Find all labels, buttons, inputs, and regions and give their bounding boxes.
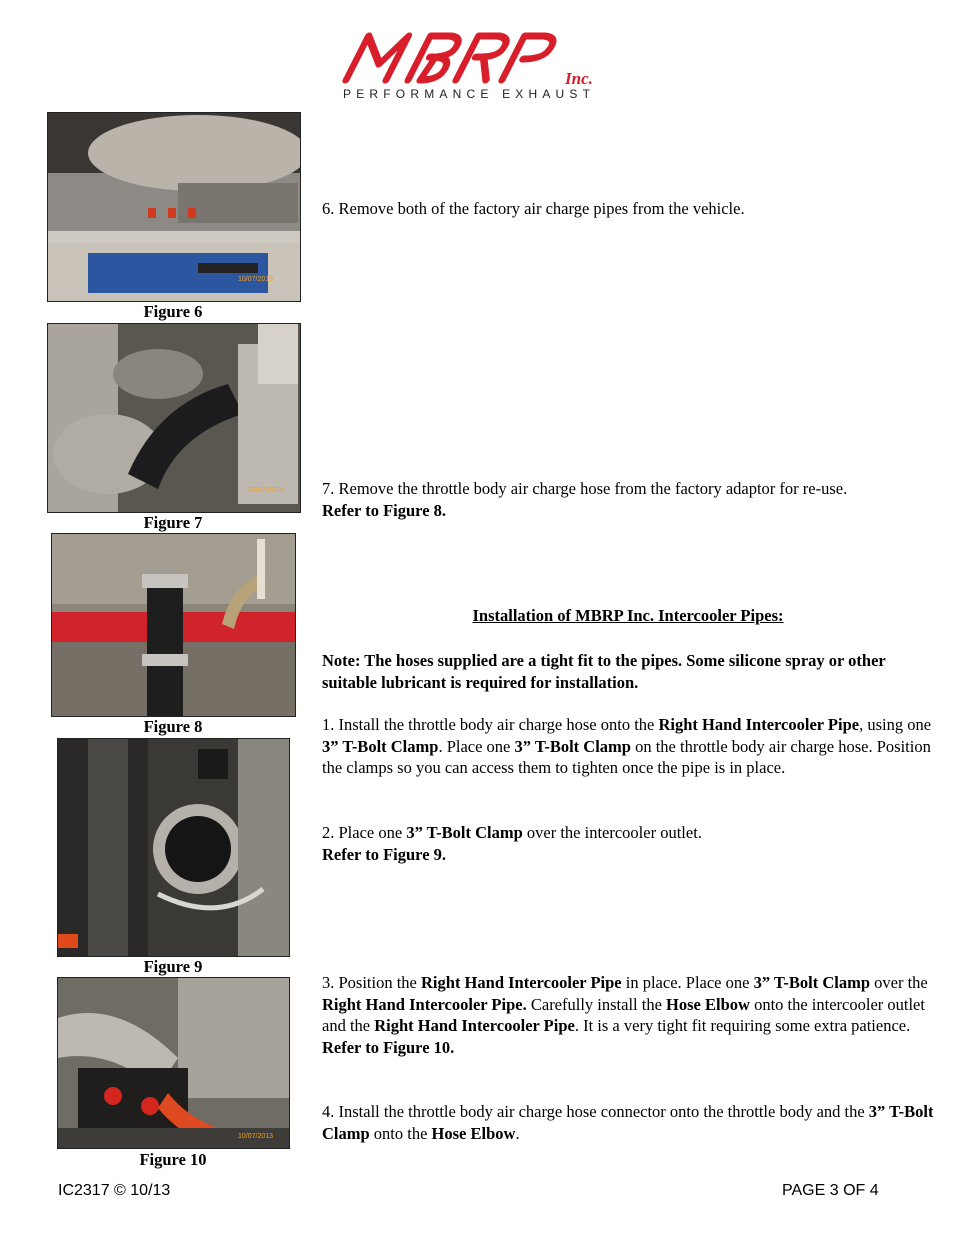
- install-step-1: [322, 714, 942, 779]
- step-1-bold-clamp-2: 3” T-Bolt Clamp: [514, 736, 631, 756]
- figure-6-datestamp: 10/07/2013: [238, 276, 274, 283]
- step-3-text: 3. Position the: [322, 973, 422, 992]
- step-4-bold-clamp: 3” T-Bolt Clamp: [322, 1102, 934, 1143]
- install-heading: Installation of MBRP Inc. Intercooler Pipes:: [472, 606, 784, 625]
- install-step-3: [322, 972, 942, 1059]
- step-6: 6. Remove both of the factory air charge pipes from the vehicle.: [322, 199, 745, 218]
- step-3-bold-pipe-2: Right Hand Intercooler Pipe.: [322, 994, 527, 1014]
- step-4-text-3: .: [515, 1123, 520, 1143]
- step-7: [322, 478, 942, 521]
- step-3-text-6: . It is a very tight fit requiring some extra patience.: [574, 1016, 911, 1036]
- logo-letter-m: [346, 36, 408, 80]
- step-1-bold-pipe: Right Hand Intercooler Pipe: [658, 715, 860, 734]
- step-2-bold-clamp: 3” T-Bolt Clamp: [406, 823, 523, 842]
- step-4-bold-elbow: Hose Elbow: [431, 1123, 516, 1143]
- step-3-bold-elbow: Hose Elbow: [666, 994, 750, 1014]
- step-3-text-4: Carefully install the: [526, 994, 667, 1014]
- step-3-text-2: in place. Place one: [621, 973, 754, 992]
- step-1-text-3: . Place one: [438, 736, 515, 756]
- install-step-2: [322, 822, 942, 865]
- figure-9-photo: [57, 738, 290, 957]
- footer-doc-id: IC2317 © 10/13: [58, 1182, 171, 1199]
- footer-page-number: PAGE 3 OF 4: [782, 1182, 879, 1199]
- mbrp-logo: [333, 28, 595, 106]
- figure-6-photo: [47, 112, 301, 302]
- step-2-text: 2. Place one: [322, 823, 407, 842]
- step-7-text: 7. Remove the throttle body air charge hose from the factory adaptor for re-use.: [322, 479, 848, 498]
- figure-10-datestamp: 10/07/2013: [238, 1133, 274, 1140]
- step-7-ref: Refer to Figure 8.: [322, 500, 447, 520]
- step-3-text-5: onto the intercooler outlet and the: [322, 994, 925, 1036]
- logo-tagline: PERFORMANCE EXHAUST: [343, 87, 596, 101]
- step-1-text: 1. Install the throttle body air charge hose onto the: [322, 715, 659, 734]
- step-3-bold-pipe-3: Right Hand Intercooler Pipe: [374, 1016, 575, 1036]
- figure-7-caption: Figure 7: [143, 513, 203, 532]
- step-1-text-4: on the throttle body air charge hose. Position the clamps so you can access them to tighten once the pipe is in place.: [322, 736, 931, 778]
- figure-10-photo: [57, 977, 290, 1149]
- step-2-ref: Refer to Figure 9.: [322, 844, 447, 864]
- mbrp-logo-mark: [333, 28, 595, 88]
- step-3-ref: Refer to Figure 10.: [322, 1038, 455, 1058]
- figure-10-caption: Figure 10: [139, 1150, 207, 1169]
- step-1-bold-clamp: 3” T-Bolt Clamp: [322, 736, 439, 756]
- step-3-bold-pipe: Right Hand Intercooler Pipe: [421, 973, 622, 992]
- step-4-text-2: onto the: [369, 1123, 432, 1143]
- step-1-text-2: , using one: [859, 715, 932, 734]
- figure-7-datestamp: 10/07/2013: [248, 487, 284, 494]
- figure-6-caption: Figure 6: [143, 302, 203, 321]
- figure-8-photo: [51, 533, 296, 717]
- figure-9-caption: Figure 9: [143, 957, 203, 976]
- install-step-4: [322, 1101, 942, 1144]
- step-2-text-2: over the intercooler outlet.: [522, 823, 702, 842]
- figure-8-caption: Figure 8: [143, 717, 203, 736]
- step-3-text-3: over the: [870, 973, 928, 992]
- figure-7-photo: [47, 323, 301, 513]
- logo-inc: Inc.: [565, 69, 593, 88]
- step-3-bold-clamp: 3” T-Bolt Clamp: [753, 973, 871, 992]
- note-text: Note: The hoses supplied are a tight fit to the pipes. Some silicone spray or other suitable lubricant is required for installation.: [322, 651, 886, 692]
- step-4-text: 4. Install the throttle body air charge hose connector onto the throttle body and the: [322, 1102, 869, 1121]
